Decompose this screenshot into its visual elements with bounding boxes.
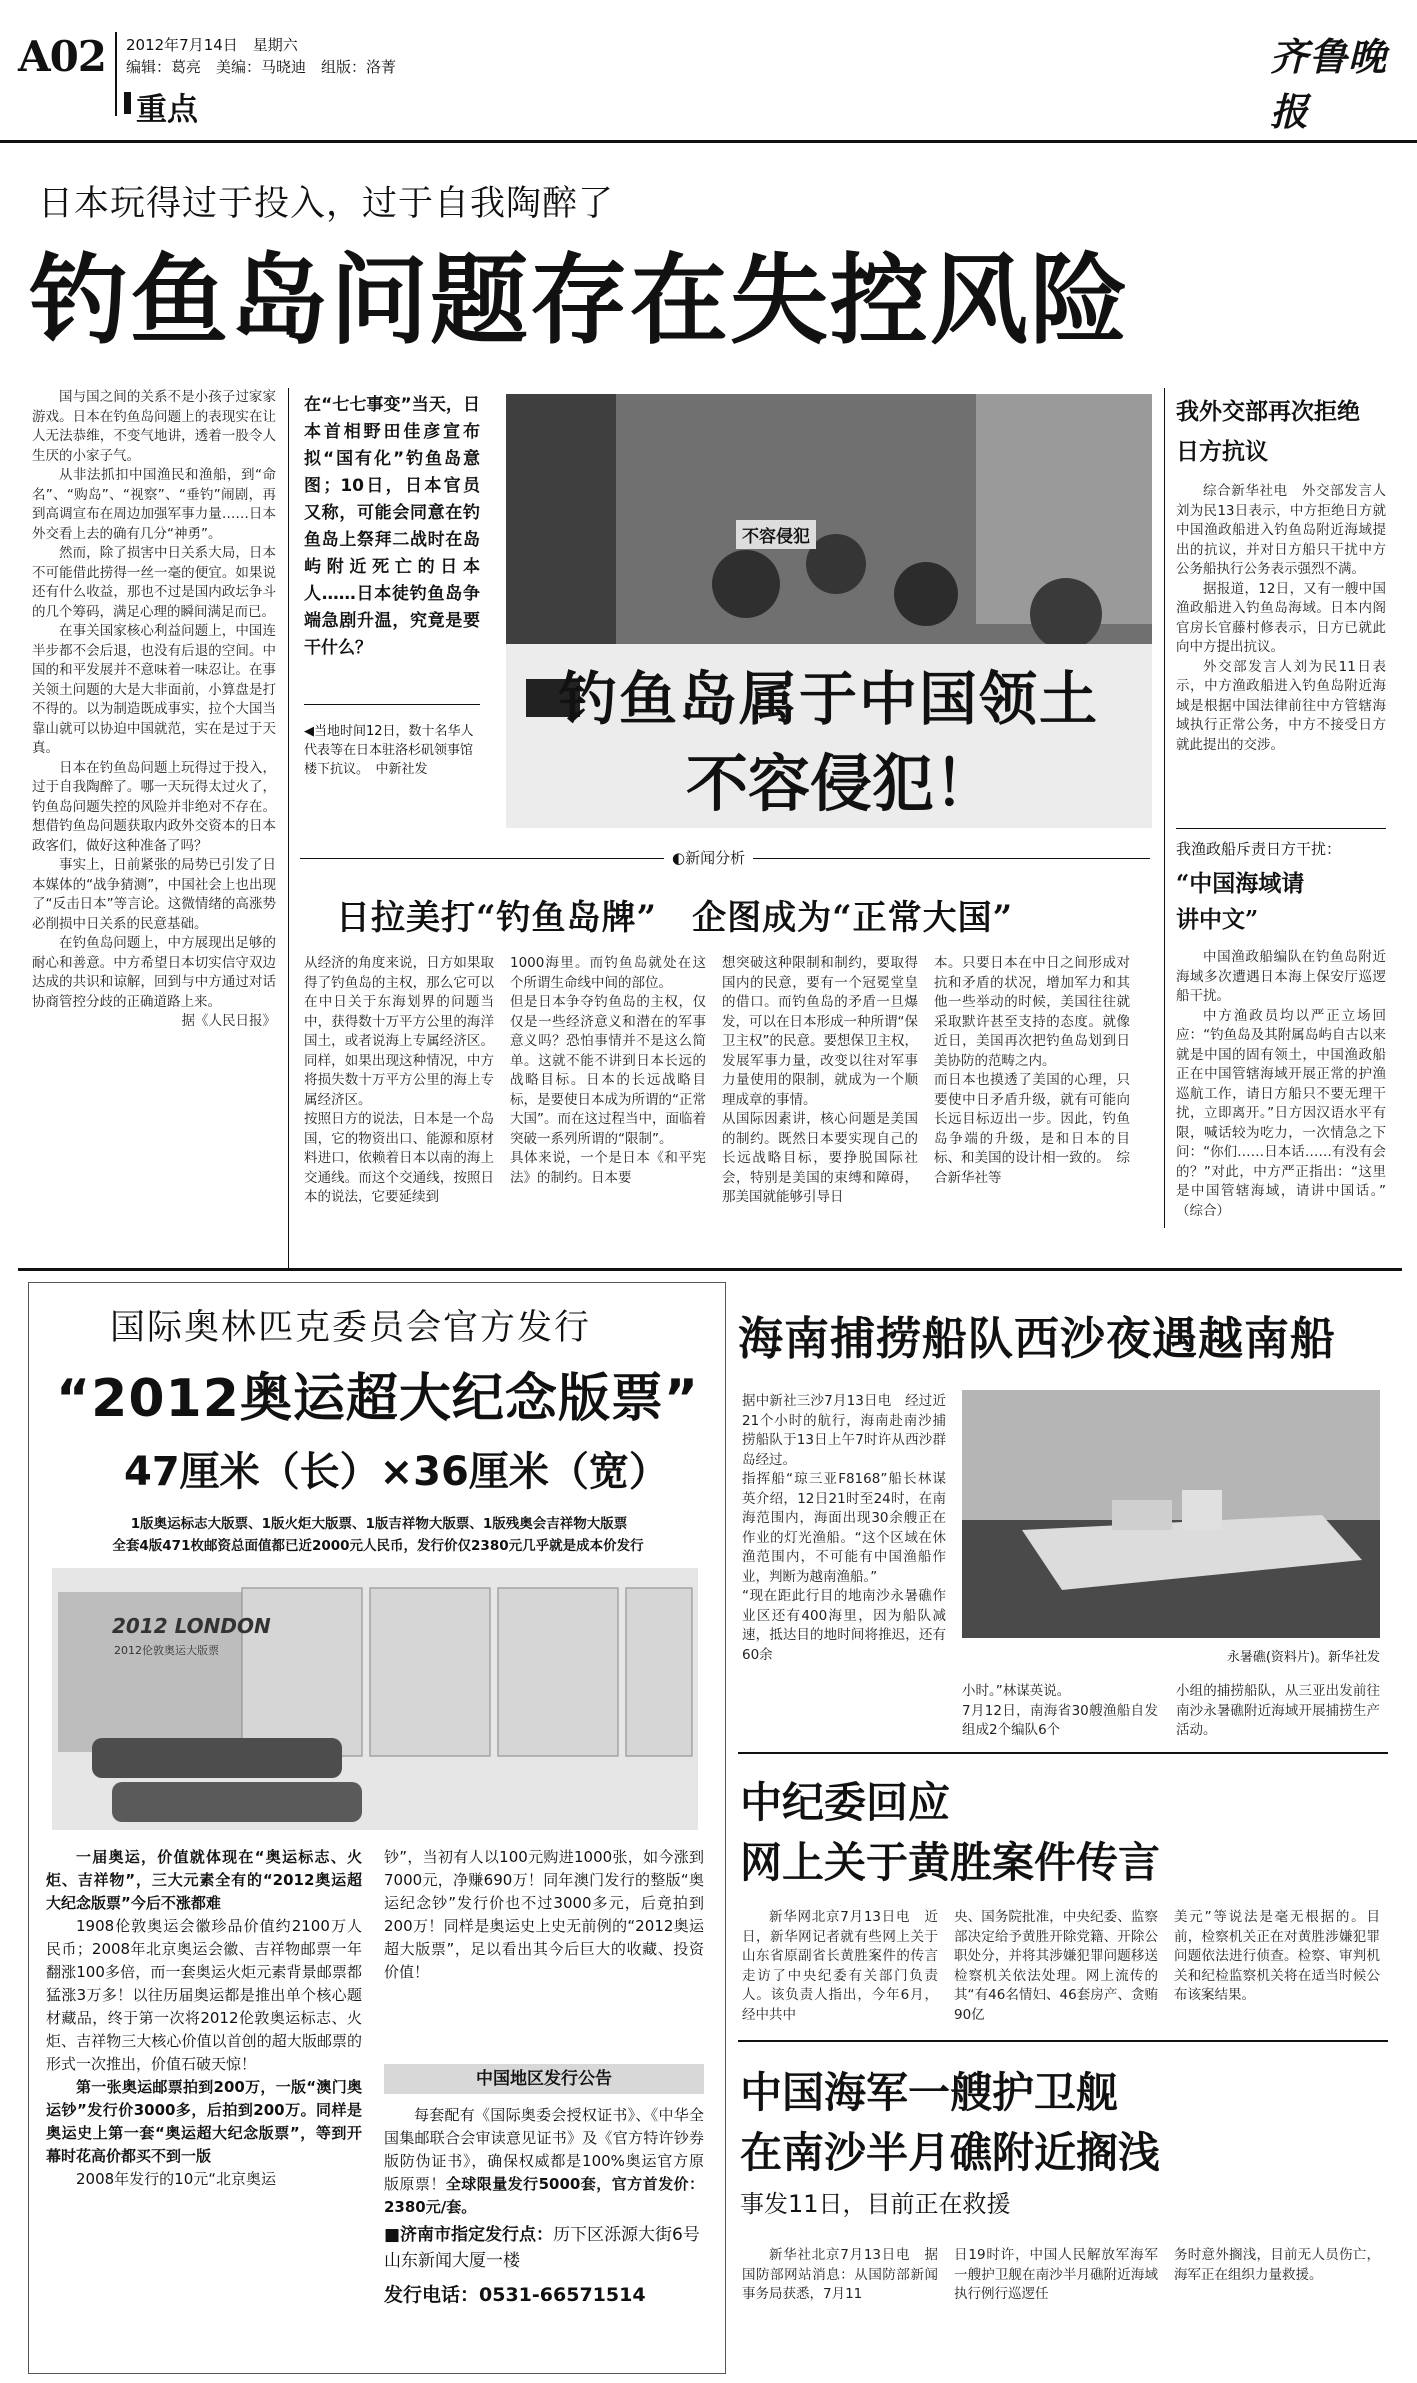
ad-copy-right: 钞”，当初有人以100元购进1000张，如今涨到7000元，净赚690万！同年澳门发行的整版“奥运纪念钞”发行价也不过3000多元，后竟拍到200万！同样是奥运史上史无前例的“2012奥运超大版票”，足以看出其今后巨大的收藏、投资价值！ <box>384 1848 704 1981</box>
ad-copy-paragraph: 1908伦敦奥运会徽珍品价值约2100万人民币；2008年北京奥运会徽、吉祥物邮票一年翻涨100多倍，而一套奥运火炬元素背景邮票都猛涨3万多！以往历届奥运都是推出单个核心题材藏品，终于第一次将2012伦敦奥运标志、火炬、吉祥物三大核心价值以首创的超大版邮票的形式一次推出，价值石破天惊！ <box>46 1917 362 2073</box>
zjw-column-1: 新华网北京7月13日电 近日，新华网记者就有些网上关于山东省原副省长黄胜案件的传言走访了中央纪委有关部门负责人。该负责人指出，今年6月，经中共中 <box>742 1909 938 2023</box>
news-analysis-icon: ◐ <box>672 849 686 867</box>
analysis-headline: 日拉美打“钓鱼岛牌” 企图成为“正常大国” <box>336 898 1014 938</box>
photo-caption <box>304 722 480 779</box>
divider <box>304 704 480 705</box>
caption-text: 当地时间12日，数十名华人代表等在日本驻洛杉矶领事馆楼下抗议。 中新社发 <box>304 724 474 777</box>
ad-subtitle-2: 全套4版471枚邮资总面值都已近2000元人民币，发行价仅2380元几乎就是成本价发行 <box>112 1538 644 1554</box>
reef-photo-caption: 永暑礁(资料片)。新华社发 <box>1226 1650 1380 1665</box>
paragraph: 事实上，日前紧张的局势已引发了日本媒体的“战争猜测”，中国社会上也出现了“反击日本”等言论。这微情绪的高涨势必削损中日关系的民意基础。 <box>32 857 276 932</box>
ad-copy-paragraph: 第一张奥运邮票拍到200万，一版“澳门奥运钞”发行价3000多，后拍到200万。同样是奥运史上第一套“奥运超大纪念版票”，等到开幕时花高价都买不到一版 <box>46 2078 362 2165</box>
zjw-headline-2: 网上关于黄胜案件传言 <box>740 1838 1161 1887</box>
analysis-label <box>664 847 753 868</box>
reef-photo-graphic <box>962 1390 1380 1638</box>
navy-column-1: 新华社北京7月13日电 据国防部网站消息：从国防部新闻事务局获悉，7月11 <box>742 2247 938 2302</box>
protest-banner-text-1: 钓鱼岛属于中国领土 <box>558 665 1099 733</box>
hainan-body-2: 小时。”林谋英说。 7月12日，南海省30艘渔船自发组成2个编队6个 <box>962 1683 1158 1738</box>
sales-point-address: 历下区泺源大街6号山东新闻大厦一楼 <box>384 2225 700 2271</box>
lead-headline: 钓鱼岛问题存在失控风险 <box>30 243 1131 358</box>
yongshu-reef-photo <box>962 1390 1380 1638</box>
navy-column-3: 务时意外搁浅，目前无人员伤亡，海军正在组织力量救援。 <box>1174 2247 1380 2283</box>
divider <box>1176 828 1386 829</box>
ad-notice-price: 全球限量发行5000套，官方首发价：2380元/套。 <box>384 2175 704 2216</box>
ad-copy-paragraph: 2008年发行的10元“北京奥运 <box>76 2170 277 2188</box>
hainan-headline: 海南捕捞船队西沙夜遇越南船 <box>738 1312 1337 1365</box>
navy-headline-1: 中国海军一艘护卫舰 <box>740 2068 1119 2117</box>
section-marker-icon <box>124 92 131 114</box>
box-brand-text: 2012 LONDON <box>112 1614 271 1638</box>
ad-phone <box>384 2280 646 2307</box>
protest-banner-text-2: 不容侵犯！ <box>686 747 997 820</box>
paragraph: 中方渔政员均以严正立场回应：“钓鱼岛及其附属岛屿自古以来就是中国的固有领土，中国渔政船正在中国管辖海域开展正常的护渔巡航工作，请日方船只不要无理干扰，立即离开。”日方因汉语水平有限，喊话较为吃力，一次情急之下问：“你们……日本话……有没有会的？”对此，中方严正指出：“这里是中国管辖海域，请讲中国话。” （综合） <box>1176 1007 1400 1219</box>
sidebar-body-1 <box>1176 482 1386 755</box>
hainan-body-3: 小组的捕捞船队，从三亚出发前往南沙永暑礁附近海域开展捕捞生产活动。 <box>1176 1683 1380 1738</box>
page-number: A02 <box>18 32 107 81</box>
navy-column-2: 日19时许，中国人民解放军海军一艘护卫舰在南沙半月礁附近海域执行例行巡逻任 <box>954 2247 1158 2302</box>
ad-notice-body <box>384 2104 704 2219</box>
zjw-headline-1: 中纪委回应 <box>740 1778 951 1827</box>
divider <box>738 1752 1388 1754</box>
paragraph: 综合新华社电 外交部发言人刘为民13日表示，中方拒绝日方就中国渔政船进入钓鱼岛附近海域提出的抗议，并对日方船只干扰中方公务船执行公务表示强烈不满。 <box>1176 483 1386 577</box>
ad-subtitle-1: 1版奥运标志大版票、1版火炬大版票、1版吉祥物大版票、1版残奥会吉祥物大版票 <box>130 1516 628 1532</box>
analysis-column-4: 本。只要日本在中日之间形成对抗和矛盾的状况，增加军力和其他一些举动的时候，美国往往就采取默许甚至支持的态度。就像近日，美国再次把钓鱼岛划到日美协防的范畴之内。 而日本也摸透了美国的心理，只要使中日矛盾升级，就有可能向长远目标迈出一步。因此，钓鱼岛争端的升级，是和日本的目标、和美国的设计相一致的。 综合新华社等 <box>934 955 1130 1186</box>
phone-label: 发行电话： <box>384 2284 480 2306</box>
lead-kicker: 日本玩得过于投入，过于自我陶醉了 <box>38 184 615 224</box>
lead-column-1 <box>32 388 276 1032</box>
sidebar-headline-2: “中国海域请讲中文” <box>1176 870 1305 933</box>
paragraph: 中国渔政船编队在钓鱼岛附近海域多次遭遇日本海上保安厅巡逻船干扰。 <box>1176 949 1386 1004</box>
sidebar-body-2 <box>1176 948 1400 1221</box>
navy-headline-2: 在南沙半月礁附近搁浅 <box>740 2128 1161 2177</box>
ad-notice-title: 中国地区发行公告 <box>384 2064 704 2094</box>
analysis-column-1: 从经济的角度来说，日方如果取得了钓鱼岛的主权，那么它可以在中日关于东海划界的问题当中，获得数十万平方公里的海洋国土，或者说海上专属经济区。同样，如果出现这种情况，中方将损失数十万平方公里的海上专属经济区。 按照日方的说法，日本是一个岛国，它的物资出口、能源和原材料进口，依赖着日本以南的海上交通线。而这个交通线，按照日本的说法，它要延续到 <box>304 955 494 1205</box>
ad-notice-text: 每套配有《国际奥委会授权证书》、《中华全国集邮联合会审读意见证书》及《官方特许钞券版防伪证书》，确保权威都是100%奥运官方原版原票！ <box>384 2106 704 2193</box>
navy-kicker: 事发11日，目前正在救援 <box>740 2190 1011 2218</box>
paragraph: 在钓鱼岛问题上，中方展现出足够的耐心和善意。中方希望日本切实信守双边达成的共识和谅解，回到与中方通过对话协商管控分歧的正确道路上来。 <box>32 935 276 1010</box>
ad-copy-left <box>46 1846 362 2191</box>
sales-point-label: ■济南市指定发行点： <box>384 2225 554 2245</box>
sidebar-kicker-2: 我渔政船斥责日方干扰： <box>1176 840 1342 858</box>
protest-photo <box>506 394 1152 828</box>
ad-issuer: 国际奥林匹克委员会官方发行 <box>110 1308 592 1348</box>
lead-intro: 在“七七事变”当天，日本首相野田佳彦宣布拟“国有化”钓鱼岛意图；10日，日本官员又称，可能会同意在钓鱼岛上祭拜二战时在岛屿附近死亡的日本人……日本徒钓鱼岛争端急剧升温，究竟是要干什么？ <box>304 395 480 658</box>
analysis-label-text: 新闻分析 <box>685 849 746 867</box>
zjw-column-2: 央、国务院批准，中央纪委、监察部决定给予黄胜开除党籍、开除公职处分，并将其涉嫌犯罪问题移送检察机关依法处理。网上流传的其“有46名情妇、46套房产、贪贿90亿 <box>954 1909 1158 2023</box>
paragraph: 在事关国家核心利益问题上，中国连半步都不会后退，也没有后退的空间。中国的和平发展并不意味着一味忍让。在事关领土问题的大是大非面前，小算盘是打不得的。以为制造既成事实，拉个大国当靠山就可以协迫中国就范，实在是过于天真。 <box>32 623 276 756</box>
newspaper-logo: 齐鲁晚报 <box>1270 34 1388 134</box>
zjw-column-3: 美元”等说法是毫无根据的。目前，检察机关正在对黄胜涉嫌犯罪问题依法进行侦查。检察、审判机关和纪检监察机关将在适当时候公布该案结果。 <box>1174 1909 1380 2003</box>
phone-number: 0531-66571514 <box>479 2284 646 2306</box>
section-label: 重点 <box>136 92 198 128</box>
analysis-column-3: 想突破这种限制和制约，要取得国内的民意，要有一个冠冕堂皇的借口。而钓鱼岛的矛盾一旦爆发，可以在日本形成一种所谓“保卫主权”的民意。要想保卫主权，发展军事力量，改变以往对军事力量使用的限制，就成为一个顺理成章的事情。 从国际因素讲，核心问题是美国的制约。既然日本要实现自己的长远战略目标，要挣脱国际社会，特别是美国的束缚和障碍，那美国就能够引导日 <box>722 955 918 1205</box>
paragraph: 从非法抓扣中国渔民和渔船，到“命名”、“购岛”、“视察”、“垂钓”闹剧，再到高调宣布在周边加强军事力量……日本外交看上去的确有几分“神勇”。 <box>32 467 276 542</box>
sidebar-headline-1: 我外交部再次拒绝日方抗议 <box>1176 398 1360 465</box>
paragraph: 然而，除了损害中日关系大局，日本不可能借此捞得一丝一毫的便宜。如果说还有什么收益，那也不过是国内政坛争斗的几个筹码，满足心理的瞬间满足而已。 <box>32 545 276 620</box>
ad-title: “2012奥运超大纪念版票” <box>56 1369 700 1429</box>
hainan-body: 据中新社三沙7月13日电 经过近21个小时的航行，海南赴南沙捕捞船队于13日上午7时许从西沙群岛经过。 指挥船“琼三亚F8168”船长林谋英介绍，12日21时至24时，在南海范围内，海面出现30余艘正在作业的灯光渔船。“这个区域在休渔范围内，不可能有中国渔船作业，判断为越南渔船。” “现在距此行目的地南沙永暑礁作业区还有400海里，因为船队减速，抵达目的地时间将推迟，还有60余 <box>742 1393 946 1663</box>
stamp-sheets-graphic <box>52 1568 698 1830</box>
ad-copy-paragraph: 一届奥运，价值就体现在“奥运标志、火炬、吉祥物”，三大元素全有的“2012奥运超大纪念版票”今后不涨都难 <box>46 1848 362 1912</box>
paragraph: 国与国之间的关系不是小孩子过家家游戏。日本在钓鱼岛问题上的表现实在让人无法恭维，不变气地讲，透着一股令人生厌的小家子气。 <box>32 389 276 464</box>
divider <box>738 2040 1388 2042</box>
ad-size: 47厘米（长）×36厘米（宽） <box>124 1449 669 1495</box>
stamp-product-image <box>52 1568 698 1830</box>
analysis-column-2: 1000海里。而钓鱼岛就处在这个所谓生命线中间的部位。 但是日本争夺钓鱼岛的主权，仅仅是一些经济意义和潜在的军事意义吗？恐怕事情并不是这么简单。这就不能不讲到日本长远的战略目标。日本的长远战略目标，是要使日本成为所谓的“正常大国”。而在这过程当中，面临着突破一系列所谓的“限制”。 具体来说，一个是日本《和平宪法》的制约。日本要 <box>510 955 706 1186</box>
ad-sales-point <box>384 2222 704 2274</box>
protest-sign: 不容侵犯 <box>736 520 816 549</box>
staff-credits: 编辑：葛亮 美编：马晓迪 组版：洛菁 <box>126 58 397 76</box>
source-credit: 据《人民日报》 <box>181 1013 276 1029</box>
paragraph: 外交部发言人刘为民11日表示，中方渔政船进入钓鱼岛附近海域是根据中国法律前往中方管辖海域执行正常公务，中方不接受日方就此提出的交涉。 <box>1176 658 1386 753</box>
issue-date: 2012年7月14日 星期六 <box>126 36 298 54</box>
paragraph: 日本在钓鱼岛问题上玩得过于投入，过于自我陶醉了。哪一天玩得太过火了，钓鱼岛问题失控的风险并非绝对不存在。想借钓鱼岛问题获取内政外交资本的日本政客们，做好这种准备了吗？ <box>32 759 276 854</box>
box-cn-text: 2012伦敦奥运大版票 <box>114 1644 219 1657</box>
paragraph: 据报道，12日，又有一艘中国渔政船进入钓鱼岛海域。日本内阁官房长官藤村修表示，日方已就此向中方提出抗议。 <box>1176 580 1386 655</box>
caption-arrow-icon: ◀ <box>304 724 314 739</box>
